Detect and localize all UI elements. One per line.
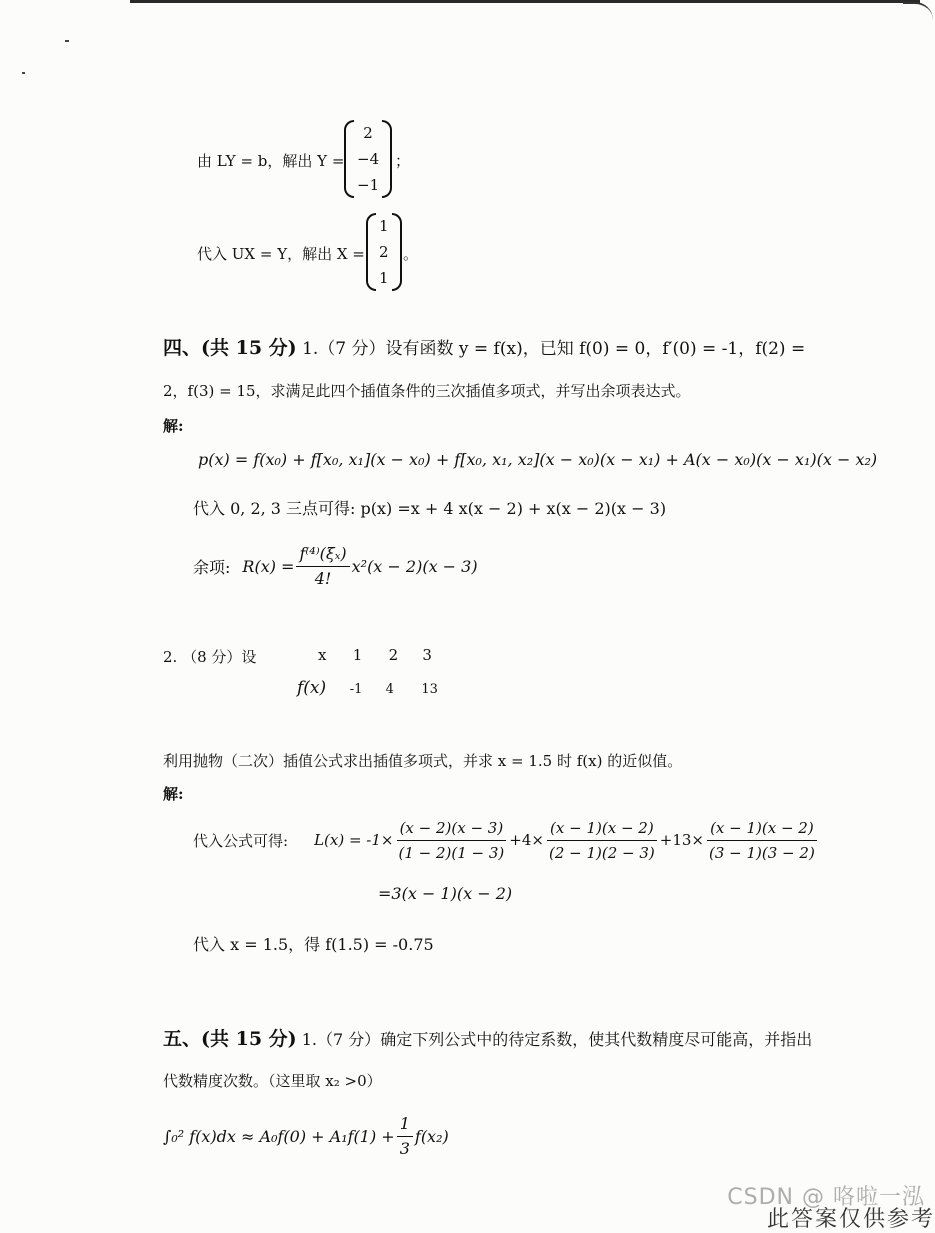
y-vector-entry: −1	[357, 176, 380, 194]
term-denominator: (2 − 1)(2 − 3)	[548, 843, 655, 862]
ux-equation-suffix: 。	[403, 245, 419, 263]
table-cell: f(x)	[297, 678, 327, 698]
x-vector	[366, 213, 402, 291]
y-vector	[344, 120, 392, 198]
section4-q1-text-b: 2，f(3) = 15，求满足此四个插值条件的三次插值多项式，并写出余项表达式。	[163, 382, 691, 400]
operator: +4×	[509, 831, 544, 849]
q2-solution-label: 解:	[163, 785, 184, 803]
table-cell: -1	[349, 682, 363, 697]
section5-q1-text-a: 1.（7 分）确定下列公式中的待定系数，使其代数精度尽可能高，并指出	[301, 1030, 813, 1049]
quadrature-lhs: ∫₀² f(x)dx ≈ A₀f(0) + A₁f(1) +	[163, 1126, 395, 1146]
y-vector-entry: −4	[357, 150, 380, 168]
remainder-lhs: R(x) =	[242, 556, 295, 576]
remainder-rhs: x²(x − 2)(x − 3)	[351, 556, 478, 576]
csdn-watermark: CSDN @ 咯啦一泓	[727, 1185, 925, 1210]
lagrange-term-1	[395, 817, 507, 864]
x-vector-entry: 2	[379, 243, 389, 261]
quadrature-formula	[163, 1112, 449, 1160]
lagrange-label: 代入公式可得:	[193, 831, 289, 850]
section4-solution-label: 解:	[163, 417, 184, 435]
remainder-denominator: 4!	[314, 568, 332, 588]
table-cell: 2	[388, 646, 399, 664]
term-numerator: (x − 2)(x − 3)	[397, 817, 507, 841]
term-numerator: (x − 1)(x − 2)	[547, 817, 657, 841]
simplified-result: =3(x − 1)(x − 2)	[378, 884, 513, 903]
term-denominator: (3 − 1)(3 − 2)	[709, 843, 815, 862]
section5-q1-text-b: 代数精度次数。（这里取 x₂ >0）	[163, 1072, 382, 1090]
remainder-fraction	[296, 543, 349, 590]
ly-equation-text: 由 LY = b，解出 Y =	[197, 152, 345, 170]
ux-equation-line	[197, 243, 365, 264]
table-cell: 3	[422, 646, 432, 664]
page-corner-curl	[903, 2, 933, 24]
q2-table-row-fx	[297, 678, 445, 698]
lagrange-term-2	[546, 817, 658, 864]
scan-speck	[65, 40, 69, 42]
term-numerator: (x − 1)(x − 2)	[707, 817, 817, 841]
final-result: 代入 x = 1.5，得 f(1.5) = -0.75	[193, 935, 434, 954]
section5-heading: 五、(共 15 分)	[163, 1028, 297, 1050]
remainder-label: 余项:	[193, 557, 231, 577]
table-cell: x	[318, 646, 327, 664]
q2-table-row-x	[318, 646, 442, 664]
lagrange-lhs: L(x) = -1×	[314, 831, 394, 849]
table-cell: 1	[352, 646, 363, 664]
scan-speck	[22, 72, 25, 74]
section4-q1-text-a: 1.（7 分）设有函数 y = f(x)，已知 f(0) = 0，f′(0) = -1，f(2) =	[302, 339, 806, 359]
table-cell: 4	[385, 682, 394, 697]
lagrange-line	[193, 815, 820, 865]
x-vector-entry: 1	[379, 217, 389, 235]
section4-question-line1	[163, 333, 805, 360]
section4-heading: 四、(共 15 分)	[163, 337, 297, 359]
substitution-line: 代入 0, 2, 3 三点可得: p(x) =x + 4 x(x − 2) + x(x − 2)(x − 3)	[193, 499, 667, 518]
fraction-numerator: 1	[397, 1113, 413, 1137]
quadrature-fraction	[397, 1113, 413, 1160]
operator: +13×	[659, 831, 704, 849]
page-top-edge	[130, 0, 920, 3]
lagrange-term-3	[706, 817, 818, 864]
q2-label: 2. （8 分）设	[163, 648, 257, 666]
x-vector-entry: 1	[379, 269, 389, 287]
table-cell: 13	[421, 682, 438, 697]
remainder-numerator: f⁽⁴⁾(ξₓ)	[296, 543, 349, 567]
y-vector-entry: 2	[363, 124, 373, 142]
term-denominator: (1 − 2)(1 − 3)	[398, 843, 505, 862]
ly-equation-suffix: ；	[395, 152, 411, 170]
newton-formula: p(x) = f(x₀) + f[x₀, x₁](x − x₀) + f[x₀, x₁, x₂](x − x₀)(x − x₁) + A(x − x₀)(x − x₁)(x − x₂)	[198, 450, 878, 469]
remainder-line	[193, 540, 478, 592]
ux-equation-text: 代入 UX = Y，解出 X =	[197, 245, 365, 263]
fraction-denominator: 3	[399, 1138, 410, 1158]
quadrature-rhs: f(x₂)	[414, 1126, 449, 1146]
section5-question-line1	[163, 1024, 812, 1051]
footer-disclaimer: 此答案仅供参考	[766, 1207, 935, 1232]
ly-equation-line	[197, 150, 344, 171]
q2-task: 利用抛物（二次）插值公式求出插值多项式，并求 x = 1.5 时 f(x) 的近似值。	[163, 752, 683, 770]
